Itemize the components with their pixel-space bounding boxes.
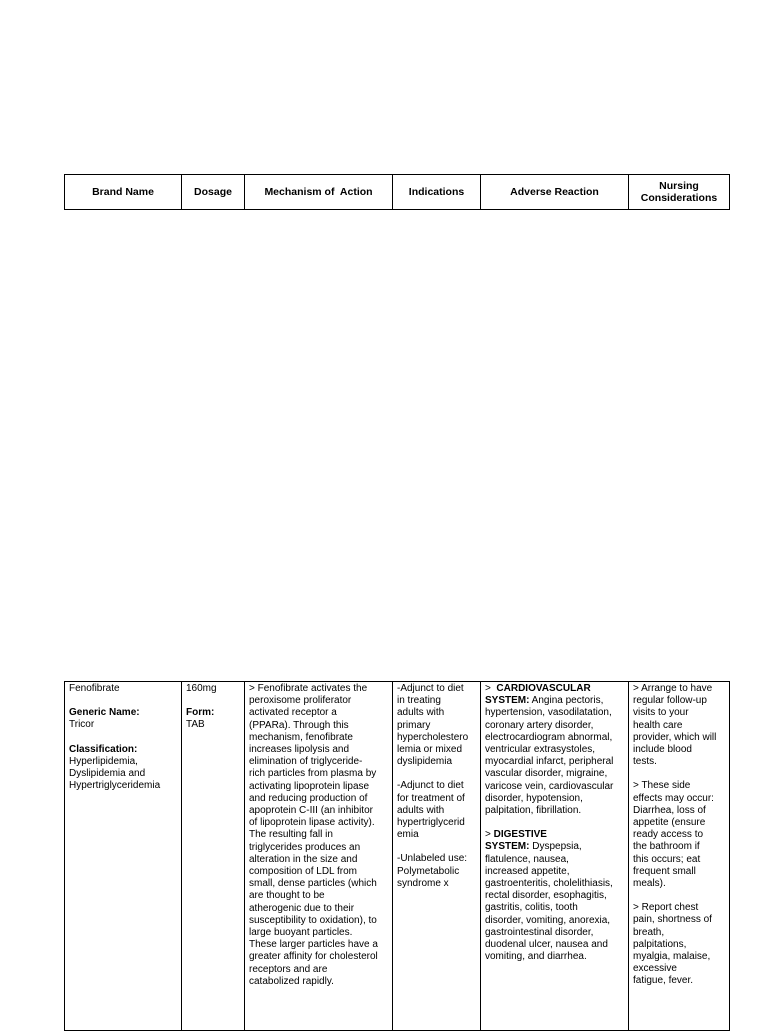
digestive-block — [485, 829, 624, 963]
drug-table-header — [64, 174, 730, 210]
form-label: Form: — [186, 707, 215, 719]
nursing-considerations-cell — [629, 682, 730, 1031]
header-row — [65, 175, 730, 210]
digestive-text: Dyspepsia, flatulence, nausea, increased appetite, gastroenteritis, cholelithiasis, rectal disorder, esophagitis, gastritis, colitis, tooth disorder, vomiting, anorexia, gastrointestinal disorder, duodenal ulcer, nausea and vomiting, and diarrhea. — [485, 841, 613, 963]
mechanism-cell — [245, 682, 393, 1031]
cardiovascular-label: CARDIOVASCULAR SYSTEM: — [485, 683, 591, 707]
header-indications: Indications — [393, 175, 481, 210]
header-adverse-reaction: Adverse Reaction — [481, 175, 629, 210]
drug-table-body — [64, 681, 730, 1031]
dosage-amount: 160mg — [186, 683, 217, 694]
digestive-label: DIGESTIVE SYSTEM: — [485, 829, 547, 853]
adverse-reaction-cell — [481, 682, 629, 1031]
cardiovascular-block — [485, 683, 624, 817]
brand-name-value: Fenofibrate — [69, 683, 120, 694]
cardiovascular-text: Angina pectoris, hypertension, vasodilatation, coronary artery disorder, electrocardiogram abnormal, ventricular extrasystoles, myocardial infarct, peripheral vascular disorder, migraine, varicose vein, cardiovascular disorder, hypotension, palpitation, fibrillation. — [485, 695, 614, 817]
generic-name-value: Tricor — [69, 719, 95, 731]
header-nursing-considerations: Nursing Considerations — [629, 175, 730, 210]
generic-name-block — [69, 707, 177, 731]
header-dosage: Dosage — [182, 175, 245, 210]
generic-name-label: Generic Name: — [69, 707, 140, 719]
digestive-prefix: > — [485, 829, 494, 841]
indication-item: -Unlabeled use: Polymetabolic syndrome x — [397, 853, 468, 889]
indications-cell — [393, 682, 481, 1031]
drug-row — [65, 682, 730, 1031]
classification-label: Classification: — [69, 743, 138, 755]
form-block — [186, 707, 240, 731]
nursing-item: > These side effects may occur: Diarrhea, loss of appetite (ensure ready access to the bathroom if this occurs; eat frequent small meals). — [633, 780, 714, 890]
nursing-item: > Arrange to have regular follow-up visits to your health care provider, which will include blood tests. — [633, 683, 717, 768]
mechanism-text: > Fenofibrate activates the peroxisome proliferator activated receptor a (PPARa). Through this mechanism, fenofibrate increases lipolysis and elimination of triglyceride- rich particles from plasma by activating lipoprotein lipase and reducing production of apoprotein C-III (an inhibitor of lipoprotein lipase activity). The resulting fall in triglycerides produces an alteration in the size and composition of LDL from small, dense particles (which are thought to be atherogenic due to their susceptibility to oxidation), to large buoyant particles. These larger particles have a greater affinity for cholesterol receptors and are catabolized rapidly. — [249, 683, 378, 987]
form-value: TAB — [186, 719, 205, 731]
brand-cell — [65, 682, 182, 1031]
dosage-cell — [182, 682, 245, 1031]
classification-block — [69, 744, 177, 793]
header-brand-name: Brand Name — [65, 175, 182, 210]
indication-item: -Adjunct to diet for treatment of adults with hypertriglycerid emia — [397, 780, 465, 841]
header-mechanism: Mechanism of Action — [245, 175, 393, 210]
indication-item: -Adjunct to diet in treating adults with primary hypercholestero lemia or mixed dyslipidemia — [397, 683, 469, 768]
cardio-prefix: > — [485, 683, 497, 694]
classification-value: Hyperlipidemia, Dyslipidemia and Hypertriglyceridemia — [69, 755, 161, 792]
nursing-item: > Report chest pain, shortness of breath, palpitations, myalgia, malaise, excessive fatigue, fever. — [633, 902, 712, 987]
